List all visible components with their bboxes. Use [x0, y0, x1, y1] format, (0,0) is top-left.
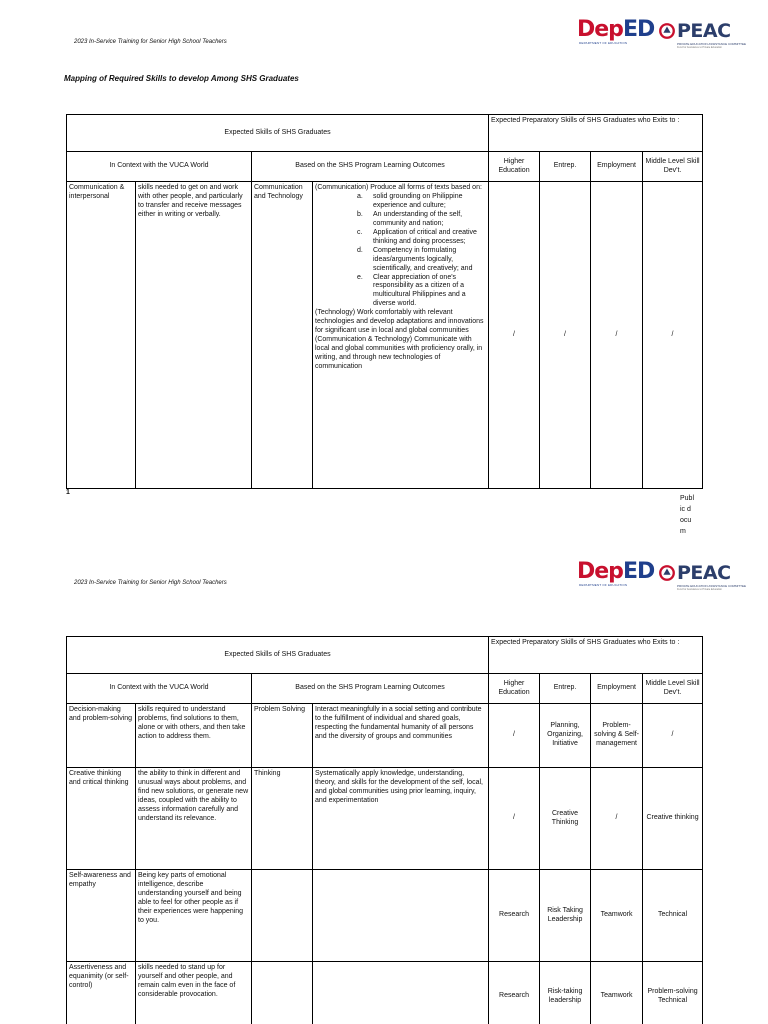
- deped-logo-subtitle: DEPARTMENT OF EDUCATION: [579, 41, 628, 45]
- cell-middle-level: /: [643, 704, 703, 768]
- cell-employment: Teamwork: [591, 870, 643, 962]
- deped-logo-subtitle: DEPARTMENT OF EDUCATION: [579, 583, 628, 587]
- table-row: [67, 182, 703, 489]
- skill-description: the ability to think in different and unusual ways about problems, and find new solutions, or generate new ideas, coupled with the ability to assess information carefully and understand its relevance.: [136, 768, 252, 870]
- cell-entrep: Risk-taking leadership: [540, 962, 591, 1024]
- training-title: 2023 In-Service Training for Senior High School Teachers: [74, 39, 227, 45]
- plo-outcomes: [313, 182, 489, 489]
- header-expected-skills: Expected Skills of SHS Graduates: [67, 637, 489, 674]
- skill-description: skills needed to get on and work with other people, and particularly to transfer and receive messages either in writing or verbally.: [136, 182, 252, 489]
- cell-higher-ed: /: [489, 768, 540, 870]
- header-entrep: Entrep.: [540, 152, 591, 182]
- plo-intro: (Communication) Produce all forms of texts based on:: [315, 184, 482, 191]
- header-expected-prep: Expected Preparatory Skills of SHS Graduates who Exits to :: [489, 115, 703, 152]
- cell-entrep: /: [540, 182, 591, 489]
- skill-name: Communication & interpersonal: [67, 182, 136, 489]
- skill-description: skills needed to stand up for yourself and other people, and remain calm even in the face of considerable provocation.: [136, 962, 252, 1024]
- header-higher-ed: Higher Education: [489, 152, 540, 182]
- skill-description: skills required to understand problems, find solutions to them, alone or with others, and then take action to address them.: [136, 704, 252, 768]
- cell-higher-ed: /: [489, 704, 540, 768]
- cell-middle-level: Problem-solving Technical: [643, 962, 703, 1024]
- peac-logo: [658, 562, 746, 592]
- deped-logo-text-blue: ED: [622, 559, 655, 584]
- cell-employment: /: [591, 182, 643, 489]
- table-row: [67, 704, 703, 768]
- skill-description: Being key parts of emotional intelligence, describe understanding yourself and being able to feel for other people as if their experiences were happening to you.: [136, 870, 252, 962]
- skills-table-page2: [66, 636, 703, 1024]
- header-higher-ed: Higher Education: [489, 674, 540, 704]
- peac-logo-subtitle: PRIVATE EDUCATION ASSISTANCE COMMITTEE: [677, 42, 746, 46]
- plo-outcomes: Interact meaningfully in a social setting and contribute to the fulfillment of individual and shared goals, respecting the fundamental humanity of all persons and the diversity of groups and communities: [313, 704, 489, 768]
- header-expected-skills: Expected Skills of SHS Graduates: [67, 115, 489, 152]
- plo-area: [252, 962, 313, 1024]
- header-vuca: In Context with the VUCA World: [67, 674, 252, 704]
- peac-logo-subtitle2: Fund for Assistance to Private Education: [677, 46, 723, 49]
- deped-logo: [577, 17, 655, 46]
- cell-higher-ed: /: [489, 182, 540, 489]
- side-note: Public docum: [680, 495, 695, 535]
- table-row: [67, 962, 703, 1024]
- cell-middle-level: Creative thinking: [643, 768, 703, 870]
- cell-employment: /: [591, 768, 643, 870]
- page-number: 1: [66, 489, 70, 496]
- header-plo: Based on the SHS Program Learning Outcomes: [252, 152, 489, 182]
- table-row: [67, 768, 703, 870]
- header-employment: Employment: [591, 152, 643, 182]
- header-middle-level: Middle Level Skill Dev't.: [643, 674, 703, 704]
- skill-name: Creative thinking and critical thinking: [67, 768, 136, 870]
- cell-middle-level: Technical: [643, 870, 703, 962]
- plo-area: Thinking: [252, 768, 313, 870]
- header-employment: Employment: [591, 674, 643, 704]
- peac-emblem-icon: [658, 564, 676, 582]
- list-item: b. An understanding of the self, community and nation;: [357, 210, 463, 227]
- peac-logo-text: PEAC: [677, 562, 731, 584]
- skills-table-page1: [66, 114, 703, 489]
- deped-logo-text-red: Dep: [577, 559, 623, 584]
- cell-higher-ed: Research: [489, 962, 540, 1024]
- skill-name: Decision-making and problem-solving: [67, 704, 136, 768]
- peac-logo-text: PEAC: [677, 20, 731, 42]
- cell-middle-level: /: [643, 182, 703, 489]
- plo-technology: (Technology) Work comfortably with relevant technologies and develop adaptations and innovations for significant use in local and global communities: [315, 309, 484, 335]
- plo-outcomes: [313, 962, 489, 1024]
- cell-entrep: Planning, Organizing, Initiative: [540, 704, 591, 768]
- cell-employment: Problem-solving & Self-management: [591, 704, 643, 768]
- skill-name: Assertiveness and equanimity (or self-control): [67, 962, 136, 1024]
- plo-area: Communication and Technology: [252, 182, 313, 489]
- plo-communication-technology: (Communication & Technology) Communicate with local and global communities with proficiency orally, in writing, and through new technologies of communication: [315, 336, 483, 371]
- page2-header: [0, 560, 768, 620]
- header-entrep: Entrep.: [540, 674, 591, 704]
- cell-entrep: Risk Taking Leadership: [540, 870, 591, 962]
- list-item: a. solid grounding on Philippine experience and culture;: [357, 192, 463, 209]
- document-title: Mapping of Required Skills to develop Among SHS Graduates: [64, 74, 299, 83]
- header-vuca: In Context with the VUCA World: [67, 152, 252, 182]
- peac-logo-subtitle: PRIVATE EDUCATION ASSISTANCE COMMITTEE: [677, 584, 746, 588]
- peac-emblem-icon: [658, 22, 676, 40]
- plo-area: [252, 870, 313, 962]
- plo-area: Problem Solving: [252, 704, 313, 768]
- deped-logo: [577, 559, 655, 588]
- cell-employment: Teamwork: [591, 962, 643, 1024]
- peac-logo-subtitle2: Fund for Assistance to Private Education: [677, 588, 723, 591]
- peac-logo: [658, 20, 746, 50]
- header-middle-level: Middle Level Skill Dev't.: [643, 152, 703, 182]
- header-plo: Based on the SHS Program Learning Outcomes: [252, 674, 489, 704]
- plo-item-list: [315, 193, 486, 309]
- training-title: 2023 In-Service Training for Senior High School Teachers: [74, 580, 227, 586]
- table-row: [67, 870, 703, 962]
- plo-outcomes: Systematically apply knowledge, understanding, theory, and skills for the development of the self, local, and global communities using prior learning, inquiry, and experimentation: [313, 768, 489, 870]
- skill-name: Self-awareness and empathy: [67, 870, 136, 962]
- page1-header: [0, 18, 768, 78]
- list-item: c. Application of critical and creative thinking and doing processes;: [357, 228, 477, 245]
- cell-entrep: Creative Thinking: [540, 768, 591, 870]
- header-expected-prep: Expected Preparatory Skills of SHS Graduates who Exits to :: [489, 637, 703, 674]
- list-item: e. Clear appreciation of one's responsibility as a citizen of a multicultural Philippines and a diverse world.: [357, 273, 466, 308]
- cell-higher-ed: Research: [489, 870, 540, 962]
- deped-logo-text-red: Dep: [577, 17, 623, 42]
- list-item: d. Competency in formulating ideas/arguments logically, scientifically, and creatively; and: [357, 246, 473, 272]
- deped-logo-text-blue: ED: [622, 17, 655, 42]
- plo-outcomes: [313, 870, 489, 962]
